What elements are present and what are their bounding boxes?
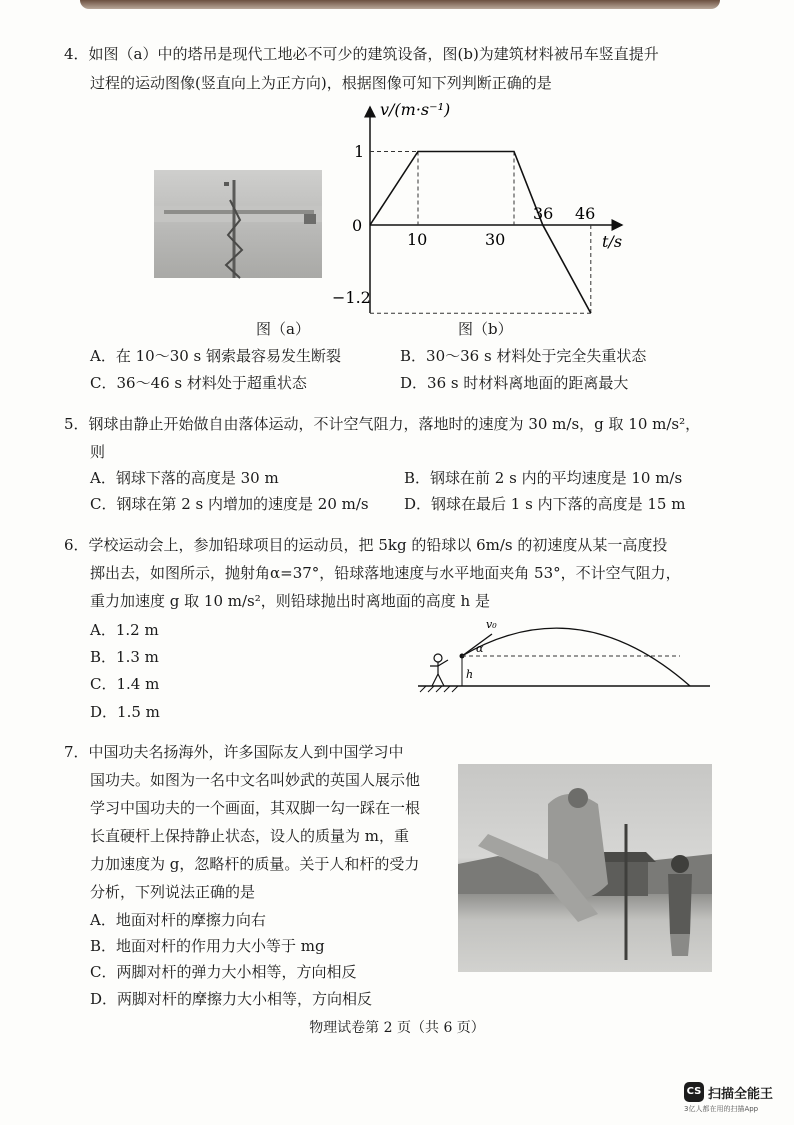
q5-option-a: A．钢球下落的高度是 30 m (90, 469, 279, 487)
shot-put-diagram (418, 614, 718, 694)
graph-y-tick-1: 1 (354, 142, 365, 161)
athlete-head (434, 654, 442, 662)
v0-label: v₀ (486, 618, 497, 631)
q7-stem-line1: 7．中国功夫名扬海外，许多国际友人到中国学习中 (64, 743, 404, 761)
q4-stem-line2: 过程的运动图像(竖直向上为正方向)，根据图像可知下列判断正确的是 (90, 74, 552, 92)
q4-velocity-time-graph (332, 95, 630, 330)
q7-stem-line6: 分析，下列说法正确的是 (90, 883, 256, 901)
q4-option-d: D．36 s 时材料离地面的距离最大 (400, 374, 629, 392)
q7-stem-line3: 学习中国功夫的一个画面，其双脚一勾一踩在一根 (90, 799, 421, 817)
alpha-label: α (476, 642, 484, 655)
trajectory-curve (462, 628, 690, 686)
q5-stem-line1: 5．钢球由静止开始做自由落体运动，不计空气阻力，落地时的速度为 30 m/s，g 取 10 m/s²， (64, 415, 701, 433)
q6-stem-line2: 掷出去，如图所示，抛射角α=37°，铅球落地速度与水平地面夹角 53°，不计空气阻力， (90, 564, 681, 582)
velocity-series-line (370, 152, 591, 314)
graph-x-tick-36: 36 (533, 204, 554, 223)
watermark-app-name: 扫描全能王 (708, 1087, 774, 1102)
q5-stem-line2: 则 (90, 443, 106, 461)
figure-a-caption: 图（a） (256, 320, 310, 338)
q6-option-d: D．1.5 m (90, 703, 160, 721)
graph-x-tick-10: 10 (407, 230, 428, 249)
scan-top-edge (80, 0, 720, 9)
page-footer: 物理试卷第 2 页（共 6 页） (309, 1020, 485, 1036)
q4-option-b: B．30～36 s 材料处于完全失重状态 (400, 347, 647, 365)
graph-ylabel: v/(m·s⁻¹) (380, 100, 451, 119)
q5-option-b: B．钢球在前 2 s 内的平均速度是 10 m/s (404, 469, 683, 487)
watermark-tagline: 3亿人都在用的扫描App (684, 1105, 759, 1113)
kung-fu-photo (458, 764, 712, 972)
q7-stem-line4: 长直硬杆上保持静止状态，设人的质量为 m，重 (90, 827, 409, 845)
graph-y-tick-neg1-2: −1.2 (332, 288, 371, 307)
q6-option-b: B．1.3 m (90, 648, 159, 666)
q5-option-c: C．钢球在第 2 s 内增加的速度是 20 m/s (90, 495, 369, 513)
q7-option-c: C．两脚对杆的弹力大小相等，方向相反 (90, 963, 357, 981)
q6-stem-line1: 6．学校运动会上，参加铅球项目的运动员，把 5kg 的铅球以 6m/s 的初速度从某一高度投 (64, 536, 668, 554)
camscanner-watermark (684, 1082, 782, 1116)
graph-x-tick-46: 46 (575, 204, 596, 223)
graph-origin-label: 0 (352, 216, 363, 235)
graph-xlabel: t/s (602, 232, 623, 251)
q6-option-c: C．1.4 m (90, 675, 160, 693)
q7-stem-line2: 国功夫。如图为一名中文名叫妙武的英国人展示他 (90, 771, 421, 789)
q7-option-a: A．地面对杆的摩擦力向右 (90, 911, 266, 929)
graph-x-tick-30: 30 (485, 230, 506, 249)
figure-b-caption: 图（b） (458, 320, 513, 338)
h-label: h (466, 668, 474, 681)
q4-option-c: C．36～46 s 材料处于超重状态 (90, 374, 307, 392)
cs-logo-icon: CS (684, 1082, 704, 1102)
q6-option-a: A．1.2 m (90, 621, 159, 639)
q6-stem-line3: 重力加速度 g 取 10 m/s²，则铅球抛出时离地面的高度 h 是 (90, 592, 490, 610)
q7-stem-line5: 力加速度为 g，忽略杆的质量。关于人和杆的受力 (90, 855, 420, 873)
tower-crane-photo (154, 170, 322, 278)
q5-option-d: D．钢球在最后 1 s 内下落的高度是 15 m (404, 495, 686, 513)
q4-stem-line1: 4．如图（a）中的塔吊是现代工地必不可少的建筑设备，图(b)为建筑材料被吊车竖直提升 (64, 45, 659, 63)
q7-option-b: B．地面对杆的作用力大小等于 mg (90, 937, 325, 955)
q7-option-d: D．两脚对杆的摩擦力大小相等，方向相反 (90, 990, 373, 1008)
q4-option-a: A．在 10～30 s 钢索最容易发生断裂 (90, 347, 342, 365)
